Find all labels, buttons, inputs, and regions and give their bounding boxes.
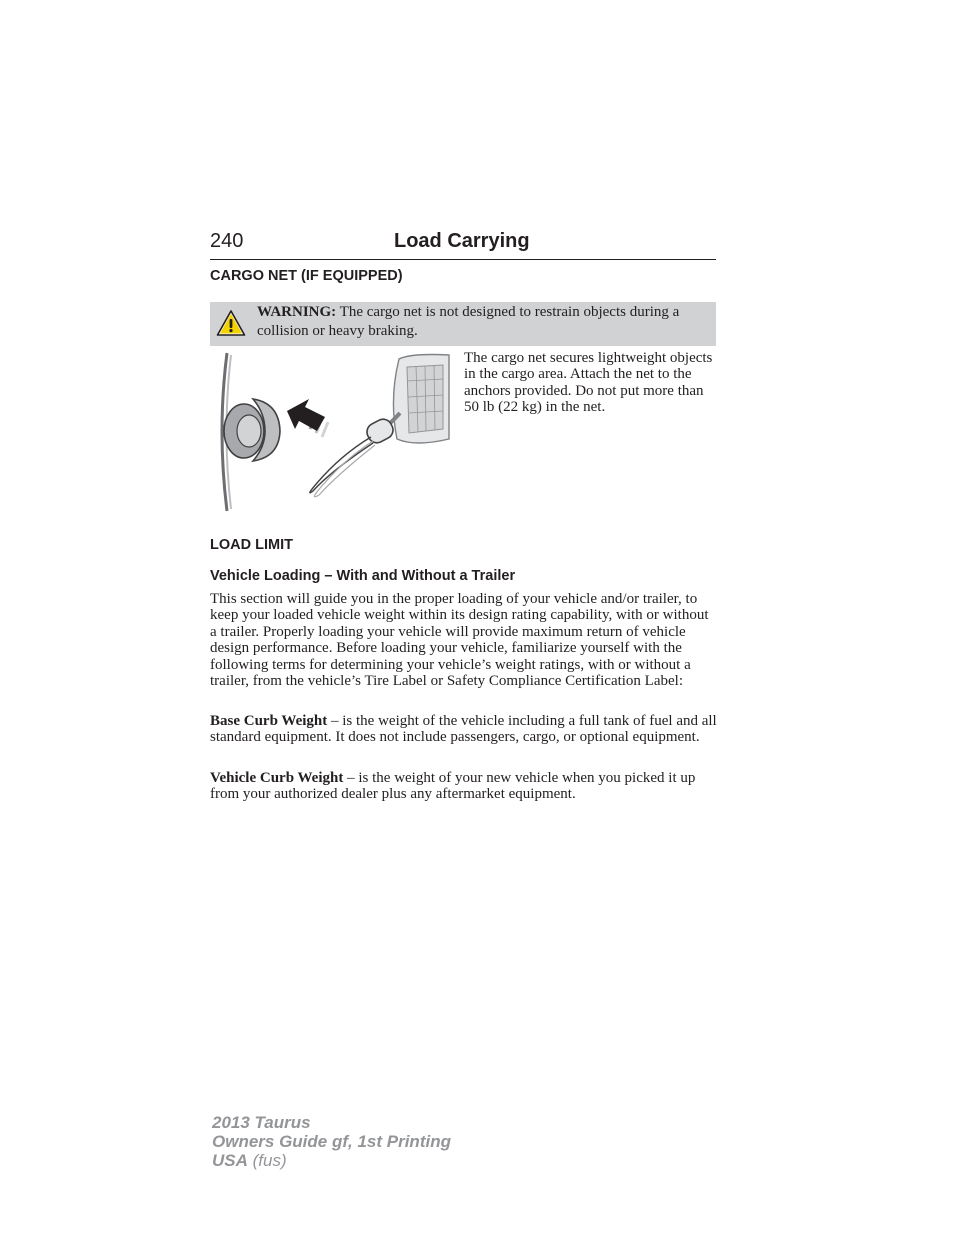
cargo-net-description: The cargo net secures lightweight objects in the cargo area. Attach the net to the anchors provided. Do not put more than 50 lb (22 kg) in the net. (464, 350, 713, 416)
warning-box (210, 302, 716, 346)
chapter-title: Load Carrying (394, 230, 530, 252)
warning-text (257, 303, 707, 341)
footer (212, 1113, 451, 1170)
vehicle-loading-subheading: Vehicle Loading – With and Without a Trailer (210, 568, 516, 584)
term-label: Base Curb Weight (210, 713, 328, 729)
term-definition: – is the weight of the vehicle including a full tank of fuel and all standard equipment. It does not include passengers, cargo, or optional equipment. (210, 713, 717, 746)
footer-market (212, 1151, 451, 1170)
term-label: Vehicle Curb Weight (210, 770, 344, 786)
header-rule (210, 259, 716, 260)
vehicle-curb-weight-definition (210, 770, 718, 803)
footer-code: (fus) (247, 1151, 287, 1170)
load-limit-heading: LOAD LIMIT (210, 537, 293, 553)
cargo-net-heading: CARGO NET (IF EQUIPPED) (210, 268, 403, 284)
warning-label: WARNING: (257, 304, 337, 320)
cargo-net-anchor-illustration (213, 351, 455, 514)
footer-model: 2013 Taurus (212, 1113, 311, 1132)
term-definition: – is the weight of your new vehicle when you picked it up from your authorized dealer plus any aftermarket equipment. (210, 770, 696, 803)
footer-country: USA (212, 1151, 248, 1170)
page-number: 240 (210, 230, 244, 252)
footer-edition: Owners Guide gf, 1st Printing (212, 1132, 451, 1151)
warning-triangle-icon (216, 309, 246, 337)
load-limit-intro: This section will guide you in the proper loading of your vehicle and/or trailer, to keep your loaded vehicle weight within its design rating capability, with or without a trailer. Properly loading your vehicle will provide maximum return of vehicle design performance. Before loading your vehicle, familiarize yourself with the following terms for determining your vehicle’s weight ratings, with or without a trailer, from the vehicle’s Tire Label or Safety Compliance Certification Label: (210, 591, 709, 690)
base-curb-weight-definition (210, 713, 718, 746)
warning-message: The cargo net is not designed to restrain objects during a collision or heavy braking. (257, 304, 680, 339)
